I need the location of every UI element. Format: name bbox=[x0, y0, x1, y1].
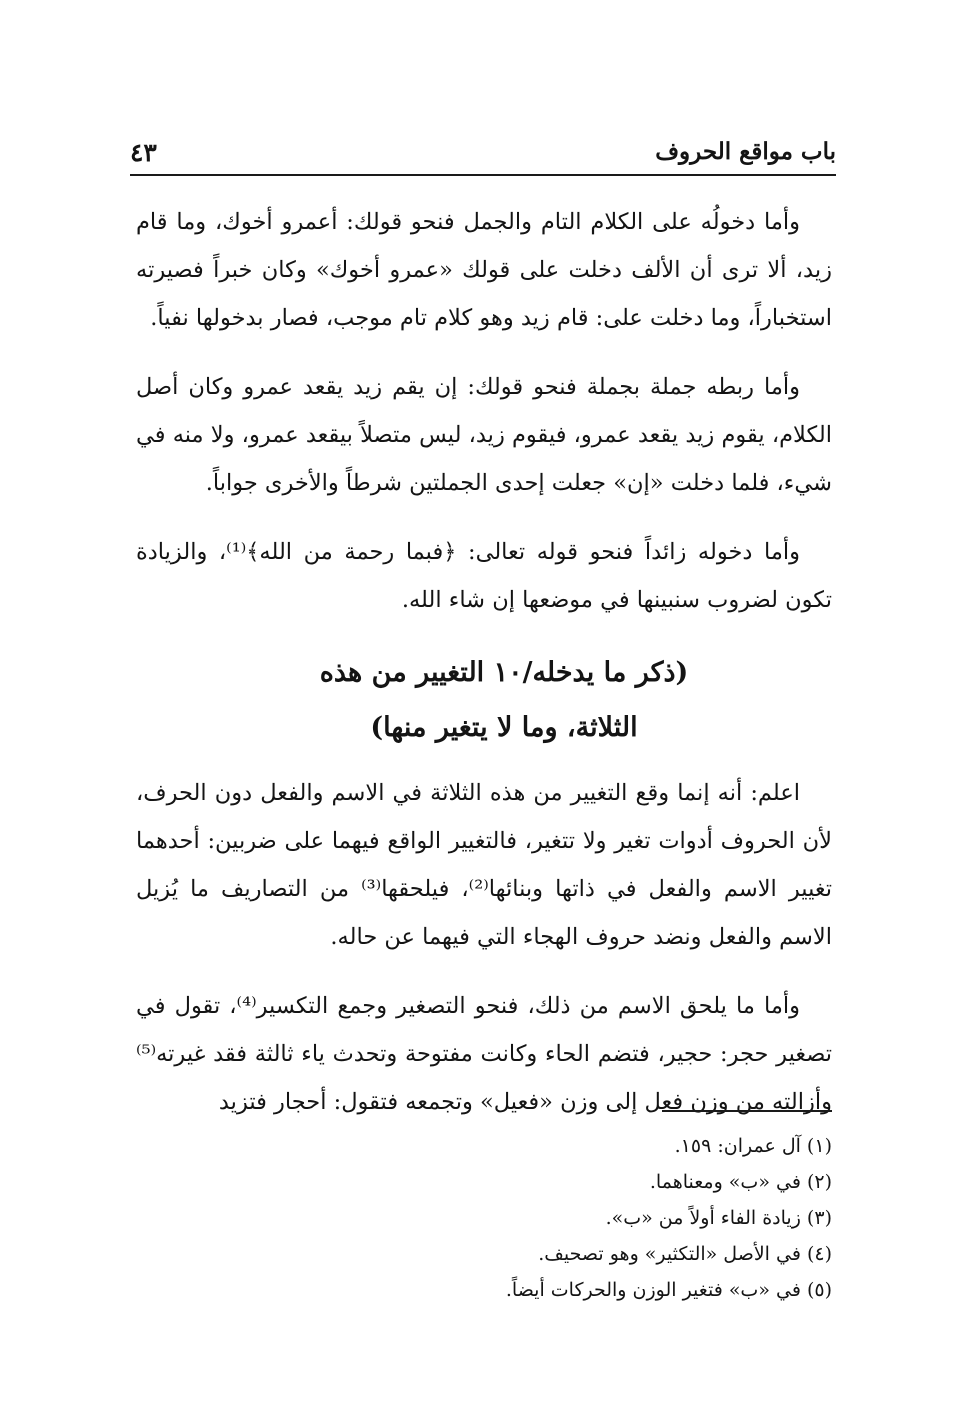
paragraph: وأما دخولُه على الكلام التام والجمل فنحو قولك: أعمرو أخوك، وما قام زيد، ألا ترى أن الألف دخلت على قولك «عمرو أخوك» وكان خبراً فصيرته استخباراً، وما دخلت على: قام زيد وهو كلام تام موجب، فصار بدخولها نفياً. bbox=[136, 209, 832, 331]
main-text bbox=[136, 198, 832, 1147]
section-heading-line-1: (ذكر ما يدخله/١٠ التغيير من هذه bbox=[319, 657, 689, 688]
paragraph: وأما ربطه جملة بجملة فنحو قولك: إن يقم زيد يقعد عمرو وكان أصل الكلام، يقوم زيد يقعد عمرو، فيقوم زيد، ليس متصلاً بيقعد عمرو، ولا منه في شيء، فلما دخلت «إن» جعلت إحدى الجملتين شرطاً والأخرى جواباً. bbox=[136, 374, 832, 496]
paragraph: وأما ما يلحق الاسم من ذلك، فنحو التصغير وجمع التكسير⁽⁴⁾، تقول في تصغير حجر: حجير، فتضم الحاء وكانت مفتوحة وتحدث ياء ثالثة فقد غيرته⁽⁵⁾ وأزالته من وزن فعل إلى وزن «فعيل» وتجمعه فتقول: أحجار فتزيد bbox=[136, 993, 832, 1115]
section-heading-line-2: الثلاثة، وما لا يتغير منها) bbox=[370, 712, 638, 743]
footnote-separator bbox=[662, 1110, 832, 1112]
footnotes bbox=[136, 1128, 832, 1308]
chapter-title: باب مواقع الحروف bbox=[655, 138, 836, 165]
footnote-4: (٤) في الأصل «التكثير» وهو تصحيف. bbox=[538, 1243, 832, 1265]
paragraph: اعلم: أنه إنما وقع التغيير من هذه الثلاثة في الاسم والفعل دون الحرف، لأن الحروف أدوات تغير ولا تتغير، فالتغيير الواقع فيهما على ضربين: أحدهما تغيير الاسم والفعل في ذاتها وبنائها⁽²⁾، فيلحقها⁽³⁾ من التصاريف ما يُزيل الاسم والفعل ونضد حروف الهجاء التي فيهما عن حاله. bbox=[136, 780, 832, 950]
footnote-1: (١) آل عمران: ١٥٩. bbox=[674, 1135, 832, 1157]
footnote-2: (٢) في «ب» ومعناهما. bbox=[649, 1171, 832, 1193]
page-number: ٤٣ bbox=[130, 138, 157, 167]
footnote-3: (٣) زيادة الفاء أولاً من «ب». bbox=[605, 1207, 832, 1229]
running-head bbox=[130, 134, 836, 176]
footnote-5: (٥) في «ب» فتغير الوزن والحركات أيضاً. bbox=[505, 1279, 832, 1301]
paragraph: وأما دخوله زائداً فنحو قوله تعالى: ﴿فبما رحمة من الله﴾⁽¹⁾، والزيادة تكون لضروب سنبينها في موضعها إن شاء الله. bbox=[136, 539, 832, 613]
